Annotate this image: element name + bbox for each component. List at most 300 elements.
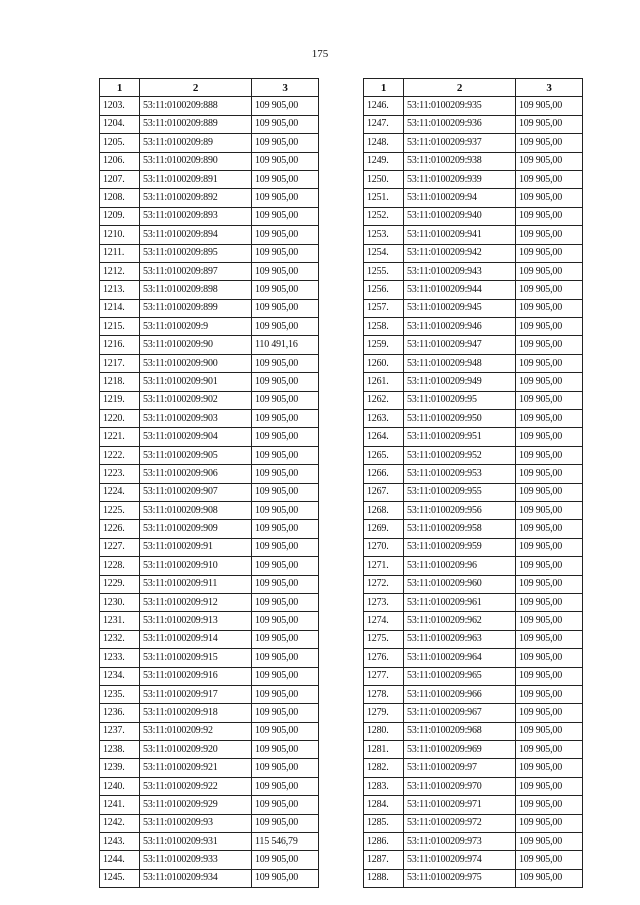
table-row (100, 391, 319, 409)
row-number: 1260. (364, 354, 404, 372)
row-number: 1273. (364, 593, 404, 611)
row-number: 1272. (364, 575, 404, 593)
cadastral-value: 109 905,00 (516, 575, 583, 593)
row-number: 1228. (100, 557, 140, 575)
table-row (364, 814, 583, 832)
table-row (364, 207, 583, 225)
table-row (100, 630, 319, 648)
cadastral-number: 53:11:0100209:967 (404, 704, 516, 722)
cadastral-value: 109 905,00 (516, 685, 583, 703)
table-row (364, 667, 583, 685)
cadastral-value: 109 905,00 (252, 134, 319, 152)
cadastral-value: 109 905,00 (252, 115, 319, 133)
row-number: 1235. (100, 685, 140, 703)
row-number: 1266. (364, 465, 404, 483)
table-row (364, 833, 583, 851)
row-number: 1206. (100, 152, 140, 170)
cadastral-number: 53:11:0100209:931 (140, 833, 252, 851)
cadastral-number: 53:11:0100209:91 (140, 538, 252, 556)
cadastral-value: 109 905,00 (516, 318, 583, 336)
row-number: 1237. (100, 722, 140, 740)
cadastral-number: 53:11:0100209:897 (140, 262, 252, 280)
row-number: 1274. (364, 612, 404, 630)
table-row (100, 373, 319, 391)
cadastral-number: 53:11:0100209:892 (140, 189, 252, 207)
row-number: 1209. (100, 207, 140, 225)
cadastral-number: 53:11:0100209:9 (140, 318, 252, 336)
cadastral-number: 53:11:0100209:961 (404, 593, 516, 611)
cadastral-value: 109 905,00 (516, 612, 583, 630)
cadastral-number: 53:11:0100209:905 (140, 446, 252, 464)
cadastral-value: 109 905,00 (252, 226, 319, 244)
cadastral-value: 109 905,00 (516, 741, 583, 759)
table-row (364, 152, 583, 170)
row-number: 1205. (100, 134, 140, 152)
cadastral-number: 53:11:0100209:974 (404, 851, 516, 869)
cadastral-number: 53:11:0100209:895 (140, 244, 252, 262)
cadastral-number: 53:11:0100209:912 (140, 593, 252, 611)
cadastral-value: 109 905,00 (516, 189, 583, 207)
table-row (364, 354, 583, 372)
row-number: 1203. (100, 97, 140, 115)
row-number: 1216. (100, 336, 140, 354)
row-number: 1285. (364, 814, 404, 832)
cadastral-number: 53:11:0100209:92 (140, 722, 252, 740)
cadastral-number: 53:11:0100209:902 (140, 391, 252, 409)
cadastral-value: 109 905,00 (252, 428, 319, 446)
cadastral-value: 109 905,00 (516, 796, 583, 814)
table-row (364, 796, 583, 814)
row-number: 1262. (364, 391, 404, 409)
cadastral-value: 109 905,00 (516, 207, 583, 225)
table-row (100, 189, 319, 207)
row-number: 1221. (100, 428, 140, 446)
row-number: 1223. (100, 465, 140, 483)
row-number: 1255. (364, 262, 404, 280)
table-row (364, 483, 583, 501)
cadastral-value: 109 905,00 (516, 115, 583, 133)
table-row (364, 281, 583, 299)
cadastral-value: 109 905,00 (516, 833, 583, 851)
cadastral-number: 53:11:0100209:918 (140, 704, 252, 722)
cadastral-number: 53:11:0100209:906 (140, 465, 252, 483)
row-number: 1257. (364, 299, 404, 317)
cadastral-value: 109 905,00 (252, 354, 319, 372)
table-row (100, 354, 319, 372)
cadastral-number: 53:11:0100209:908 (140, 501, 252, 519)
cadastral-number: 53:11:0100209:921 (140, 759, 252, 777)
cadastral-value: 109 905,00 (252, 612, 319, 630)
cadastral-number: 53:11:0100209:929 (140, 796, 252, 814)
cadastral-number: 53:11:0100209:966 (404, 685, 516, 703)
cadastral-number: 53:11:0100209:962 (404, 612, 516, 630)
cadastral-value: 109 905,00 (252, 630, 319, 648)
row-number: 1245. (100, 869, 140, 887)
table-row (364, 722, 583, 740)
cadastral-value: 109 905,00 (516, 759, 583, 777)
cadastral-number: 53:11:0100209:901 (140, 373, 252, 391)
table-row (364, 649, 583, 667)
cadastral-value: 109 905,00 (252, 299, 319, 317)
cadastral-number: 53:11:0100209:958 (404, 520, 516, 538)
table-row (100, 520, 319, 538)
table-row (100, 704, 319, 722)
cadastral-value: 109 905,00 (252, 649, 319, 667)
cadastral-value: 109 905,00 (252, 685, 319, 703)
cadastral-number: 53:11:0100209:922 (140, 777, 252, 795)
cadastral-number: 53:11:0100209:939 (404, 170, 516, 188)
table-row (100, 777, 319, 795)
cadastral-number: 53:11:0100209:950 (404, 410, 516, 428)
table-row (364, 446, 583, 464)
cadastral-value: 109 905,00 (252, 869, 319, 887)
table-row (364, 262, 583, 280)
row-number: 1263. (364, 410, 404, 428)
table-row (364, 226, 583, 244)
cadastral-number: 53:11:0100209:943 (404, 262, 516, 280)
cadastral-number: 53:11:0100209:948 (404, 354, 516, 372)
cadastral-number: 53:11:0100209:900 (140, 354, 252, 372)
cadastral-value: 109 905,00 (252, 777, 319, 795)
cadastral-number: 53:11:0100209:94 (404, 189, 516, 207)
row-number: 1207. (100, 170, 140, 188)
cadastral-value: 109 905,00 (516, 869, 583, 887)
table-row (100, 446, 319, 464)
cadastral-value: 109 905,00 (516, 446, 583, 464)
row-number: 1238. (100, 741, 140, 759)
row-number: 1241. (100, 796, 140, 814)
cadastral-number: 53:11:0100209:952 (404, 446, 516, 464)
cadastral-number: 53:11:0100209:935 (404, 97, 516, 115)
row-number: 1229. (100, 575, 140, 593)
cadastral-number: 53:11:0100209:909 (140, 520, 252, 538)
cadastral-number: 53:11:0100209:920 (140, 741, 252, 759)
row-number: 1271. (364, 557, 404, 575)
cadastral-value: 109 905,00 (252, 851, 319, 869)
cadastral-number: 53:11:0100209:917 (140, 685, 252, 703)
cadastral-value: 109 905,00 (516, 299, 583, 317)
row-number: 1276. (364, 649, 404, 667)
cadastral-value: 109 905,00 (252, 796, 319, 814)
row-number: 1281. (364, 741, 404, 759)
table-row (100, 336, 319, 354)
row-number: 1249. (364, 152, 404, 170)
table-row (364, 741, 583, 759)
cadastral-number: 53:11:0100209:97 (404, 759, 516, 777)
table-row (364, 777, 583, 795)
table-row (364, 115, 583, 133)
table-row (100, 759, 319, 777)
cadastral-number: 53:11:0100209:904 (140, 428, 252, 446)
cadastral-value: 109 905,00 (516, 593, 583, 611)
table-header-row (364, 79, 583, 97)
cadastral-number: 53:11:0100209:963 (404, 630, 516, 648)
cadastral-number: 53:11:0100209:944 (404, 281, 516, 299)
cadastral-value: 109 905,00 (516, 814, 583, 832)
cadastral-value: 109 905,00 (516, 465, 583, 483)
column-header-cadastral: 2 (404, 79, 516, 97)
row-number: 1234. (100, 667, 140, 685)
cadastral-number: 53:11:0100209:910 (140, 557, 252, 575)
cadastral-value: 109 905,00 (252, 575, 319, 593)
page-number: 175 (311, 48, 329, 60)
row-number: 1242. (100, 814, 140, 832)
right-table (363, 78, 583, 888)
table-row (100, 833, 319, 851)
row-number: 1247. (364, 115, 404, 133)
cadastral-value: 109 905,00 (516, 630, 583, 648)
row-number: 1246. (364, 97, 404, 115)
table-row (100, 244, 319, 262)
cadastral-number: 53:11:0100209:89 (140, 134, 252, 152)
cadastral-number: 53:11:0100209:916 (140, 667, 252, 685)
cadastral-value: 109 905,00 (516, 281, 583, 299)
column-header-value: 3 (252, 79, 319, 97)
cadastral-value: 109 905,00 (252, 318, 319, 336)
column-header-value: 3 (516, 79, 583, 97)
table-row (100, 134, 319, 152)
cadastral-value: 109 905,00 (252, 189, 319, 207)
cadastral-value: 109 905,00 (252, 722, 319, 740)
left-table-container (99, 78, 319, 888)
cadastral-value: 109 905,00 (252, 244, 319, 262)
row-number: 1284. (364, 796, 404, 814)
table-row (364, 465, 583, 483)
cadastral-number: 53:11:0100209:942 (404, 244, 516, 262)
cadastral-number: 53:11:0100209:914 (140, 630, 252, 648)
table-row (364, 557, 583, 575)
row-number: 1259. (364, 336, 404, 354)
cadastral-number: 53:11:0100209:890 (140, 152, 252, 170)
cadastral-number: 53:11:0100209:913 (140, 612, 252, 630)
table-row (100, 281, 319, 299)
row-number: 1268. (364, 501, 404, 519)
table-row (364, 520, 583, 538)
table-row (364, 759, 583, 777)
cadastral-value: 109 905,00 (516, 134, 583, 152)
cadastral-number: 53:11:0100209:95 (404, 391, 516, 409)
row-number: 1288. (364, 869, 404, 887)
cadastral-value: 109 905,00 (516, 391, 583, 409)
table-row (100, 152, 319, 170)
table-row (364, 336, 583, 354)
cadastral-value: 109 905,00 (516, 538, 583, 556)
column-header-cadastral: 2 (140, 79, 252, 97)
row-number: 1208. (100, 189, 140, 207)
row-number: 1253. (364, 226, 404, 244)
row-number: 1240. (100, 777, 140, 795)
table-row (364, 428, 583, 446)
cadastral-value: 109 905,00 (516, 501, 583, 519)
table-row (100, 207, 319, 225)
cadastral-number: 53:11:0100209:964 (404, 649, 516, 667)
cadastral-value: 109 905,00 (516, 226, 583, 244)
cadastral-value: 109 905,00 (252, 704, 319, 722)
cadastral-number: 53:11:0100209:960 (404, 575, 516, 593)
table-row (100, 796, 319, 814)
table-row (364, 685, 583, 703)
cadastral-number: 53:11:0100209:891 (140, 170, 252, 188)
left-table (99, 78, 319, 888)
row-number: 1265. (364, 446, 404, 464)
cadastral-number: 53:11:0100209:93 (140, 814, 252, 832)
table-row (364, 575, 583, 593)
cadastral-number: 53:11:0100209:969 (404, 741, 516, 759)
row-number: 1236. (100, 704, 140, 722)
cadastral-number: 53:11:0100209:911 (140, 575, 252, 593)
cadastral-number: 53:11:0100209:889 (140, 115, 252, 133)
table-row (364, 501, 583, 519)
table-row (364, 851, 583, 869)
row-number: 1279. (364, 704, 404, 722)
cadastral-value: 109 905,00 (516, 354, 583, 372)
left-table-body (100, 97, 319, 888)
row-number: 1278. (364, 685, 404, 703)
table-row (364, 391, 583, 409)
row-number: 1275. (364, 630, 404, 648)
row-number: 1280. (364, 722, 404, 740)
row-number: 1211. (100, 244, 140, 262)
table-row (100, 115, 319, 133)
table-row (100, 428, 319, 446)
cadastral-number: 53:11:0100209:899 (140, 299, 252, 317)
table-row (100, 97, 319, 115)
table-row (100, 557, 319, 575)
table-row (364, 299, 583, 317)
row-number: 1277. (364, 667, 404, 685)
row-number: 1243. (100, 833, 140, 851)
cadastral-value: 109 905,00 (516, 704, 583, 722)
cadastral-value: 109 905,00 (252, 207, 319, 225)
cadastral-number: 53:11:0100209:953 (404, 465, 516, 483)
row-number: 1282. (364, 759, 404, 777)
cadastral-number: 53:11:0100209:90 (140, 336, 252, 354)
table-row (100, 741, 319, 759)
row-number: 1287. (364, 851, 404, 869)
table-row (100, 410, 319, 428)
row-number: 1250. (364, 170, 404, 188)
row-number: 1215. (100, 318, 140, 336)
cadastral-value: 109 905,00 (252, 667, 319, 685)
cadastral-number: 53:11:0100209:973 (404, 833, 516, 851)
cadastral-value: 115 546,79 (252, 833, 319, 851)
row-number: 1232. (100, 630, 140, 648)
table-row (100, 299, 319, 317)
right-table-body (364, 97, 583, 888)
cadastral-value: 109 905,00 (252, 97, 319, 115)
table-row (364, 318, 583, 336)
row-number: 1231. (100, 612, 140, 630)
cadastral-value: 109 905,00 (252, 501, 319, 519)
row-number: 1248. (364, 134, 404, 152)
row-number: 1286. (364, 833, 404, 851)
table-row (364, 612, 583, 630)
cadastral-value: 109 905,00 (252, 538, 319, 556)
row-number: 1218. (100, 373, 140, 391)
row-number: 1222. (100, 446, 140, 464)
cadastral-number: 53:11:0100209:933 (140, 851, 252, 869)
cadastral-value: 109 905,00 (516, 244, 583, 262)
cadastral-value: 109 905,00 (252, 465, 319, 483)
row-number: 1256. (364, 281, 404, 299)
table-row (100, 667, 319, 685)
cadastral-number: 53:11:0100209:903 (140, 410, 252, 428)
table-row (100, 483, 319, 501)
table-row (100, 501, 319, 519)
table-row (100, 593, 319, 611)
row-number: 1269. (364, 520, 404, 538)
cadastral-value: 109 905,00 (252, 446, 319, 464)
cadastral-value: 109 905,00 (516, 373, 583, 391)
row-number: 1252. (364, 207, 404, 225)
cadastral-value: 109 905,00 (516, 410, 583, 428)
row-number: 1219. (100, 391, 140, 409)
row-number: 1225. (100, 501, 140, 519)
cadastral-number: 53:11:0100209:956 (404, 501, 516, 519)
row-number: 1224. (100, 483, 140, 501)
table-row (364, 593, 583, 611)
cadastral-number: 53:11:0100209:946 (404, 318, 516, 336)
table-row (364, 189, 583, 207)
table-row (100, 538, 319, 556)
table-row (364, 869, 583, 887)
row-number: 1261. (364, 373, 404, 391)
cadastral-number: 53:11:0100209:965 (404, 667, 516, 685)
cadastral-number: 53:11:0100209:907 (140, 483, 252, 501)
cadastral-value: 109 905,00 (516, 428, 583, 446)
cadastral-value: 109 905,00 (252, 759, 319, 777)
cadastral-number: 53:11:0100209:898 (140, 281, 252, 299)
cadastral-value: 109 905,00 (252, 262, 319, 280)
cadastral-number: 53:11:0100209:947 (404, 336, 516, 354)
table-row (100, 465, 319, 483)
column-header-number: 1 (364, 79, 404, 97)
cadastral-value: 109 905,00 (252, 814, 319, 832)
table-row (364, 704, 583, 722)
table-row (100, 851, 319, 869)
table-row (100, 575, 319, 593)
cadastral-number: 53:11:0100209:941 (404, 226, 516, 244)
cadastral-value: 109 905,00 (516, 722, 583, 740)
row-number: 1267. (364, 483, 404, 501)
cadastral-value: 109 905,00 (252, 152, 319, 170)
cadastral-value: 109 905,00 (516, 262, 583, 280)
cadastral-value: 109 905,00 (516, 483, 583, 501)
row-number: 1212. (100, 262, 140, 280)
cadastral-number: 53:11:0100209:937 (404, 134, 516, 152)
column-header-number: 1 (100, 79, 140, 97)
row-number: 1227. (100, 538, 140, 556)
cadastral-number: 53:11:0100209:959 (404, 538, 516, 556)
cadastral-value: 109 905,00 (516, 170, 583, 188)
right-table-container (363, 78, 583, 888)
cadastral-value: 109 905,00 (516, 649, 583, 667)
cadastral-number: 53:11:0100209:945 (404, 299, 516, 317)
row-number: 1283. (364, 777, 404, 795)
cadastral-number: 53:11:0100209:938 (404, 152, 516, 170)
cadastral-number: 53:11:0100209:936 (404, 115, 516, 133)
row-number: 1244. (100, 851, 140, 869)
cadastral-value: 109 905,00 (516, 851, 583, 869)
table-row (364, 134, 583, 152)
cadastral-number: 53:11:0100209:951 (404, 428, 516, 446)
cadastral-number: 53:11:0100209:949 (404, 373, 516, 391)
cadastral-number: 53:11:0100209:970 (404, 777, 516, 795)
cadastral-number: 53:11:0100209:975 (404, 869, 516, 887)
cadastral-value: 109 905,00 (252, 281, 319, 299)
row-number: 1258. (364, 318, 404, 336)
row-number: 1233. (100, 649, 140, 667)
